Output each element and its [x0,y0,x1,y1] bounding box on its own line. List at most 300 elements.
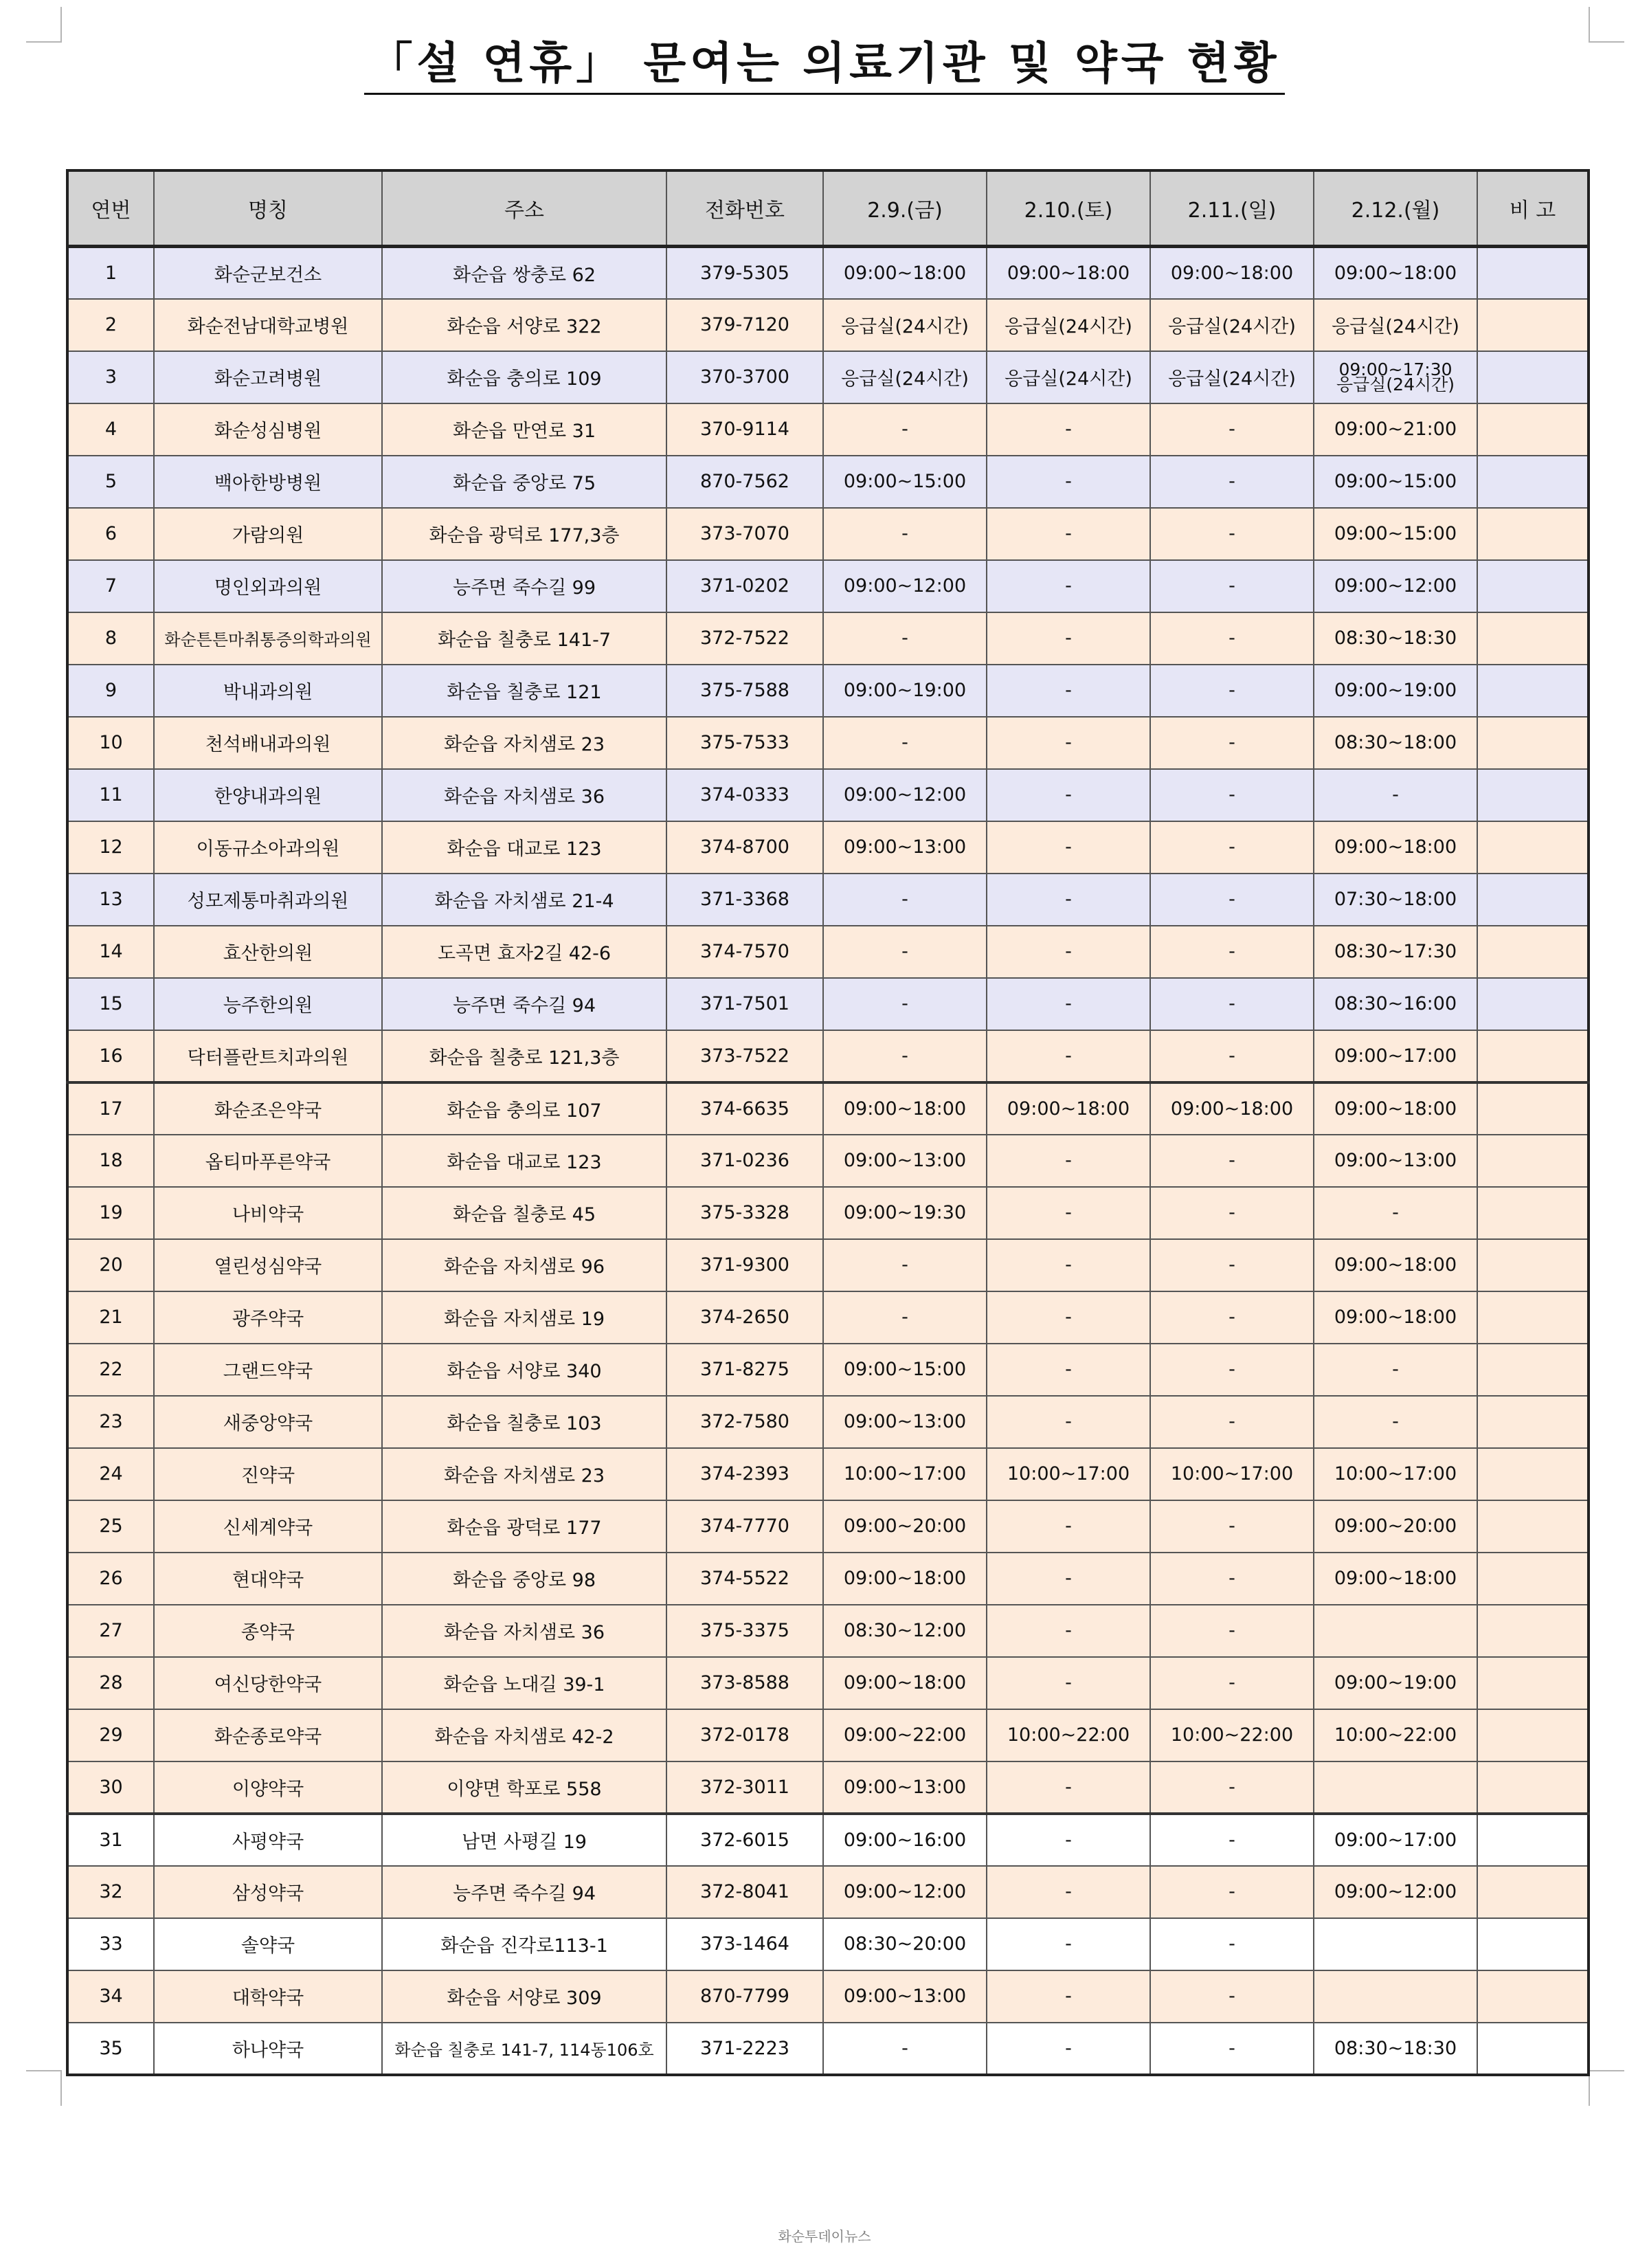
table-row [67,2023,1589,2075]
row-feb12: 09:00~19:00 [1314,1657,1477,1709]
row-name: 진약국 [154,1448,382,1500]
row-no: 34 [67,1970,154,2023]
table-row [67,1761,1589,1814]
row-feb9: 08:30~20:00 [823,1918,987,1970]
row-note [1477,1135,1589,1187]
row-feb11: - [1150,508,1314,560]
row-phone: 375-7533 [666,717,823,769]
row-feb9: 09:00~18:00 [823,1082,987,1135]
row-no: 26 [67,1553,154,1605]
row-no: 32 [67,1866,154,1918]
row-note [1477,926,1589,978]
row-feb9: 09:00~13:00 [823,1761,987,1814]
row-feb11: - [1150,717,1314,769]
row-note [1477,1030,1589,1082]
row-feb10: 10:00~17:00 [987,1448,1150,1500]
row-address: 화순읍 중앙로 75 [382,456,666,508]
row-feb10: 09:00~18:00 [987,1082,1150,1135]
row-feb10: - [987,1918,1150,1970]
row-feb11: - [1150,456,1314,508]
row-note [1477,665,1589,717]
table-row [67,926,1589,978]
row-feb9: 09:00~15:00 [823,1344,987,1396]
row-address: 도곡면 효자2길 42-6 [382,926,666,978]
table-row [67,299,1589,351]
row-name: 화순조은약국 [154,1082,382,1135]
table-row [67,978,1589,1030]
row-note [1477,1291,1589,1344]
row-note [1477,1553,1589,1605]
row-no: 30 [67,1761,154,1814]
row-name: 신세계약국 [154,1500,382,1553]
row-feb10: - [987,1553,1150,1605]
row-feb9: 09:00~18:00 [823,247,987,299]
row-name: 솔약국 [154,1918,382,1970]
row-feb12: 08:30~16:00 [1314,978,1477,1030]
row-feb12: 09:00~18:00 [1314,1239,1477,1291]
row-phone: 374-8700 [666,821,823,874]
row-no: 22 [67,1344,154,1396]
header-note: 비 고 [1477,170,1589,247]
row-phone: 370-3700 [666,351,823,403]
row-note [1477,299,1589,351]
row-feb9: - [823,508,987,560]
row-feb10: - [987,1030,1150,1082]
table-row [67,456,1589,508]
row-phone: 870-7799 [666,1970,823,2023]
row-feb9: 09:00~13:00 [823,821,987,874]
table-row [67,1448,1589,1500]
row-address: 화순읍 자치샘로 36 [382,1605,666,1657]
row-feb10: 10:00~22:00 [987,1709,1150,1761]
row-name: 박내과의원 [154,665,382,717]
table-row [67,560,1589,612]
row-no: 7 [67,560,154,612]
row-feb10: - [987,1187,1150,1239]
row-phone: 372-6015 [666,1814,823,1866]
row-feb10: - [987,665,1150,717]
row-feb11: - [1150,2023,1314,2075]
row-feb11: - [1150,1970,1314,2023]
row-note [1477,1709,1589,1761]
document-title: 「설 연휴」 문여는 의료기관 및 약국 현황 [364,35,1284,95]
row-name: 화순고려병원 [154,351,382,403]
row-feb10: - [987,508,1150,560]
row-phone: 371-0236 [666,1135,823,1187]
row-address: 화순읍 칠충로 141-7 [382,612,666,665]
row-feb12: 09:00~15:00 [1314,508,1477,560]
row-feb12: - [1314,769,1477,821]
row-no: 20 [67,1239,154,1291]
row-feb12: 10:00~22:00 [1314,1709,1477,1761]
row-feb10: - [987,717,1150,769]
row-feb12: 08:30~18:30 [1314,2023,1477,2075]
header-no: 연번 [67,170,154,247]
row-no: 28 [67,1657,154,1709]
row-no: 35 [67,2023,154,2075]
row-phone: 374-6635 [666,1082,823,1135]
row-address: 화순읍 쌍충로 62 [382,247,666,299]
row-name: 광주약국 [154,1291,382,1344]
row-name: 효산한의원 [154,926,382,978]
row-address: 화순읍 자치샘로 96 [382,1239,666,1291]
row-name: 능주한의원 [154,978,382,1030]
row-feb12: 08:30~18:00 [1314,717,1477,769]
row-address: 화순읍 칠충로 141-7, 114동106호 [382,2023,666,2075]
row-feb9: - [823,2023,987,2075]
table-row [67,508,1589,560]
header-phone: 전화번호 [666,170,823,247]
row-name: 화순전남대학교병원 [154,299,382,351]
table-row [67,769,1589,821]
row-no: 6 [67,508,154,560]
row-name: 사평약국 [154,1814,382,1866]
row-phone: 370-9114 [666,403,823,456]
row-feb11: - [1150,1761,1314,1814]
row-feb10: - [987,978,1150,1030]
row-feb10: - [987,1761,1150,1814]
row-name: 현대약국 [154,1553,382,1605]
row-name: 화순군보건소 [154,247,382,299]
row-feb10: - [987,1970,1150,2023]
row-feb12: - [1314,1187,1477,1239]
table-row [67,1500,1589,1553]
row-phone: 375-3375 [666,1605,823,1657]
row-feb12: 09:00~15:00 [1314,456,1477,508]
row-feb9: 09:00~19:00 [823,665,987,717]
row-feb9: - [823,926,987,978]
row-feb11: - [1150,769,1314,821]
row-feb10: - [987,1396,1150,1448]
header-date-feb12: 2.12.(월) [1314,170,1477,247]
row-note [1477,560,1589,612]
row-address: 화순읍 서양로 322 [382,299,666,351]
row-note [1477,769,1589,821]
row-feb12: 09:00~17:00 [1314,1814,1477,1866]
row-feb10: - [987,769,1150,821]
row-feb11: 10:00~22:00 [1150,1709,1314,1761]
row-note [1477,874,1589,926]
row-feb11: - [1150,1814,1314,1866]
row-note [1477,1448,1589,1500]
table-row [67,1291,1589,1344]
row-address: 화순읍 서양로 340 [382,1344,666,1396]
row-name: 삼성약국 [154,1866,382,1918]
row-note [1477,1761,1589,1814]
row-feb12-line2: 응급실(24시간) [1336,374,1455,394]
table-header-row [67,170,1589,247]
row-feb12: 09:00~18:00 [1314,247,1477,299]
row-no: 14 [67,926,154,978]
row-address: 화순읍 노대길 39-1 [382,1657,666,1709]
row-feb9: 응급실(24시간) [823,351,987,403]
row-address: 화순읍 서양로 309 [382,1970,666,2023]
row-feb11: 10:00~17:00 [1150,1448,1314,1500]
row-address: 능주면 죽수길 99 [382,560,666,612]
row-phone: 371-7501 [666,978,823,1030]
row-address: 화순읍 칠충로 45 [382,1187,666,1239]
row-address: 화순읍 광덕로 177 [382,1500,666,1553]
table-row [67,1657,1589,1709]
row-address: 화순읍 자치샘로 42-2 [382,1709,666,1761]
row-feb11: - [1150,821,1314,874]
row-no: 18 [67,1135,154,1187]
row-name: 새중앙약국 [154,1396,382,1448]
row-feb12: 08:30~18:30 [1314,612,1477,665]
row-phone: 372-8041 [666,1866,823,1918]
row-note [1477,978,1589,1030]
header-date-feb11: 2.11.(일) [1150,170,1314,247]
row-note [1477,2023,1589,2075]
row-feb12: 09:00~21:00 [1314,403,1477,456]
row-feb9: 09:00~12:00 [823,560,987,612]
row-feb11: - [1150,1187,1314,1239]
row-name: 옵티마푸른약국 [154,1135,382,1187]
row-no: 25 [67,1500,154,1553]
row-feb11: - [1150,1291,1314,1344]
row-phone: 374-0333 [666,769,823,821]
row-feb11: 응급실(24시간) [1150,351,1314,403]
row-note [1477,821,1589,874]
row-feb12-line1: 09:00~17:30 [1338,359,1452,379]
row-address: 화순읍 광덕로 177,3층 [382,508,666,560]
row-no: 4 [67,403,154,456]
header-address: 주소 [382,170,666,247]
row-feb9: 09:00~18:00 [823,1553,987,1605]
row-feb12: 09:00~19:00 [1314,665,1477,717]
row-phone: 374-5522 [666,1553,823,1605]
row-name: 종약국 [154,1605,382,1657]
table-row [67,351,1589,403]
row-phone: 373-8588 [666,1657,823,1709]
row-no: 15 [67,978,154,1030]
row-no: 29 [67,1709,154,1761]
footer-watermark: 화순투데이뉴스 [778,2228,871,2245]
row-feb11: - [1150,874,1314,926]
row-no: 23 [67,1396,154,1448]
row-feb12: - [1314,1344,1477,1396]
row-note [1477,403,1589,456]
row-name: 천석배내과의원 [154,717,382,769]
row-feb10: - [987,560,1150,612]
row-name: 한양내과의원 [154,769,382,821]
row-address: 화순읍 중앙로 98 [382,1553,666,1605]
table-row [67,1866,1589,1918]
row-feb10: - [987,874,1150,926]
row-phone: 374-7570 [666,926,823,978]
row-name: 이동규소아과의원 [154,821,382,874]
row-feb9: 09:00~12:00 [823,769,987,821]
table-row [67,1082,1589,1135]
row-feb10: - [987,821,1150,874]
row-address: 화순읍 충의로 109 [382,351,666,403]
row-feb9: - [823,1291,987,1344]
row-feb11: - [1150,1239,1314,1291]
row-feb12 [1314,1918,1477,1970]
row-phone: 374-2650 [666,1291,823,1344]
row-feb11: - [1150,665,1314,717]
row-feb9: 09:00~12:00 [823,1866,987,1918]
table-row [67,717,1589,769]
row-no: 5 [67,456,154,508]
row-note [1477,1187,1589,1239]
row-address: 화순읍 만연로 31 [382,403,666,456]
row-address: 능주면 죽수길 94 [382,978,666,1030]
row-address: 화순읍 진각로113-1 [382,1918,666,1970]
row-note [1477,1814,1589,1866]
row-name: 닥터플란트치과의원 [154,1030,382,1082]
table-row [67,1605,1589,1657]
header-date-feb10: 2.10.(토) [987,170,1150,247]
row-no: 9 [67,665,154,717]
row-address: 화순읍 자치샘로 23 [382,717,666,769]
table-row [67,1135,1589,1187]
table-row [67,1344,1589,1396]
row-name: 화순종로약국 [154,1709,382,1761]
row-phone: 379-7120 [666,299,823,351]
row-no: 1 [67,247,154,299]
row-feb12: 09:00~12:00 [1314,1866,1477,1918]
row-feb11: 응급실(24시간) [1150,299,1314,351]
row-phone: 371-8275 [666,1344,823,1396]
row-feb10: 응급실(24시간) [987,299,1150,351]
row-feb11: - [1150,1866,1314,1918]
table-row [67,612,1589,665]
table-row [67,821,1589,874]
row-feb9: - [823,1239,987,1291]
row-feb10: - [987,456,1150,508]
row-feb12: 09:00~18:00 [1314,821,1477,874]
table-row [67,1239,1589,1291]
row-feb10: - [987,1291,1150,1344]
schedule-table [66,169,1590,2076]
row-feb10: - [987,403,1150,456]
row-note [1477,1500,1589,1553]
row-feb9: - [823,1030,987,1082]
crop-mark-bottom-right [1589,2070,1624,2106]
table-body [67,247,1589,2075]
row-name: 성모제통마취과의원 [154,874,382,926]
row-feb12: 09:00~18:00 [1314,1553,1477,1605]
row-note [1477,508,1589,560]
row-feb12: 09:00~13:00 [1314,1135,1477,1187]
row-feb11: - [1150,1396,1314,1448]
row-note [1477,456,1589,508]
row-feb11: - [1150,1553,1314,1605]
row-feb10: - [987,612,1150,665]
row-feb12: - [1314,1396,1477,1448]
row-address: 화순읍 칠충로 121,3층 [382,1030,666,1082]
row-feb12 [1314,1605,1477,1657]
header-name: 명칭 [154,170,382,247]
row-name: 열린성심약국 [154,1239,382,1291]
row-feb12 [1314,1970,1477,2023]
row-no: 27 [67,1605,154,1657]
row-name: 화순성심병원 [154,403,382,456]
row-phone: 372-7522 [666,612,823,665]
row-note [1477,1396,1589,1448]
row-feb11: - [1150,926,1314,978]
row-feb10: - [987,1814,1150,1866]
row-no: 21 [67,1291,154,1344]
row-address: 화순읍 자치샘로 36 [382,769,666,821]
row-feb9: 09:00~13:00 [823,1396,987,1448]
table-row [67,247,1589,299]
table-row [67,1970,1589,2023]
row-feb12: 09:00~18:00 [1314,1291,1477,1344]
row-feb11: - [1150,1030,1314,1082]
row-phone: 373-1464 [666,1918,823,1970]
row-phone: 372-3011 [666,1761,823,1814]
table-row [67,1396,1589,1448]
row-name: 이양약국 [154,1761,382,1814]
row-phone: 379-5305 [666,247,823,299]
table-row [67,1709,1589,1761]
table-row [67,1030,1589,1082]
document-title-container [0,33,1649,95]
row-phone: 371-9300 [666,1239,823,1291]
row-feb10: - [987,1605,1150,1657]
row-feb12 [1314,351,1477,403]
row-phone: 375-7588 [666,665,823,717]
row-feb10: 응급실(24시간) [987,351,1150,403]
row-no: 3 [67,351,154,403]
row-phone: 371-0202 [666,560,823,612]
row-address: 화순읍 충의로 107 [382,1082,666,1135]
row-feb11: - [1150,403,1314,456]
row-feb12 [1314,1761,1477,1814]
row-feb9: - [823,403,987,456]
row-feb9: - [823,717,987,769]
row-note [1477,1344,1589,1396]
table-row [67,1918,1589,1970]
row-note [1477,1605,1589,1657]
table-row [67,1187,1589,1239]
row-feb12: 08:30~17:30 [1314,926,1477,978]
row-feb11: - [1150,978,1314,1030]
row-note [1477,1918,1589,1970]
row-feb11: - [1150,1344,1314,1396]
row-phone: 371-3368 [666,874,823,926]
row-address: 화순읍 자치샘로 23 [382,1448,666,1500]
row-feb11: - [1150,560,1314,612]
row-no: 31 [67,1814,154,1866]
row-phone: 374-2393 [666,1448,823,1500]
row-feb9: - [823,612,987,665]
row-note [1477,1866,1589,1918]
row-address: 화순읍 대교로 123 [382,1135,666,1187]
row-name: 백아한방병원 [154,456,382,508]
row-name: 화순튼튼마취통증의학과의원 [154,612,382,665]
row-feb11: - [1150,1500,1314,1553]
row-phone: 373-7522 [666,1030,823,1082]
row-feb10: 09:00~18:00 [987,247,1150,299]
row-no: 24 [67,1448,154,1500]
row-note [1477,1082,1589,1135]
row-no: 2 [67,299,154,351]
row-feb12: 09:00~17:00 [1314,1030,1477,1082]
row-feb10: - [987,1657,1150,1709]
row-feb9: 09:00~16:00 [823,1814,987,1866]
table-row [67,1814,1589,1866]
row-name: 대학약국 [154,1970,382,2023]
table-row [67,665,1589,717]
row-note [1477,1239,1589,1291]
row-phone: 375-3328 [666,1187,823,1239]
row-no: 11 [67,769,154,821]
row-feb12: 응급실(24시간) [1314,299,1477,351]
row-phone: 371-2223 [666,2023,823,2075]
